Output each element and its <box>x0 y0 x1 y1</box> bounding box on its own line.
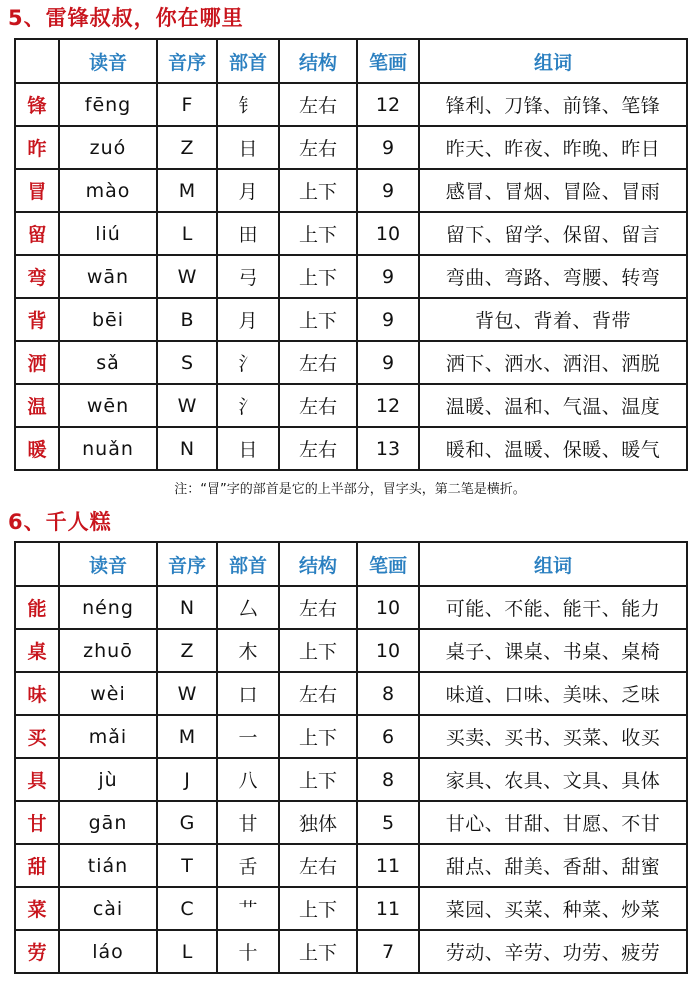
character-table <box>14 38 688 471</box>
radical-cell: 木 <box>217 629 279 672</box>
table-row <box>15 255 687 298</box>
header-character <box>15 542 59 586</box>
header-words: 组词 <box>419 542 687 586</box>
pinyin-cell: tián <box>59 844 157 887</box>
initial-cell: W <box>157 384 217 427</box>
words-cell: 菜园、买菜、种菜、炒菜 <box>419 887 687 930</box>
strokes-cell: 11 <box>357 844 419 887</box>
radical-cell: 日 <box>217 126 279 169</box>
initial-cell: N <box>157 586 217 629</box>
pinyin-cell: wēn <box>59 384 157 427</box>
strokes-cell: 13 <box>357 427 419 470</box>
header-strokes: 笔画 <box>357 39 419 83</box>
character-cell: 暖 <box>15 427 59 470</box>
pinyin-cell: nuǎn <box>59 427 157 470</box>
pinyin-cell: cài <box>59 887 157 930</box>
table-row <box>15 844 687 887</box>
radical-cell: 一 <box>217 715 279 758</box>
structure-cell: 左右 <box>279 672 357 715</box>
pinyin-cell: wèi <box>59 672 157 715</box>
table-row <box>15 887 687 930</box>
words-cell: 暖和、温暖、保暖、暖气 <box>419 427 687 470</box>
character-cell: 劳 <box>15 930 59 973</box>
radical-cell: 月 <box>217 298 279 341</box>
structure-cell: 上下 <box>279 169 357 212</box>
words-cell: 留下、留学、保留、留言 <box>419 212 687 255</box>
structure-cell: 上下 <box>279 298 357 341</box>
radical-cell: 日 <box>217 427 279 470</box>
strokes-cell: 9 <box>357 341 419 384</box>
table-row <box>15 169 687 212</box>
character-cell: 锋 <box>15 83 59 126</box>
strokes-cell: 10 <box>357 629 419 672</box>
table-row <box>15 298 687 341</box>
header-words: 组词 <box>419 39 687 83</box>
structure-cell: 左右 <box>279 126 357 169</box>
pinyin-cell: fēng <box>59 83 157 126</box>
structure-cell: 上下 <box>279 255 357 298</box>
radical-cell: 八 <box>217 758 279 801</box>
character-cell: 背 <box>15 298 59 341</box>
strokes-cell: 6 <box>357 715 419 758</box>
radical-cell: 弓 <box>217 255 279 298</box>
header-pinyin: 读音 <box>59 39 157 83</box>
strokes-cell: 8 <box>357 758 419 801</box>
character-table <box>14 541 688 974</box>
initial-cell: M <box>157 169 217 212</box>
strokes-cell: 10 <box>357 586 419 629</box>
strokes-cell: 8 <box>357 672 419 715</box>
structure-cell: 上下 <box>279 930 357 973</box>
initial-cell: G <box>157 801 217 844</box>
words-cell: 家具、农具、文具、具体 <box>419 758 687 801</box>
initial-cell: M <box>157 715 217 758</box>
words-cell: 味道、口味、美味、乏味 <box>419 672 687 715</box>
pinyin-cell: liú <box>59 212 157 255</box>
pinyin-cell: wān <box>59 255 157 298</box>
structure-cell: 左右 <box>279 341 357 384</box>
radical-cell: 舌 <box>217 844 279 887</box>
words-cell: 甘心、甘甜、甘愿、不甘 <box>419 801 687 844</box>
initial-cell: S <box>157 341 217 384</box>
structure-cell: 左右 <box>279 427 357 470</box>
strokes-cell: 9 <box>357 298 419 341</box>
initial-cell: C <box>157 887 217 930</box>
initial-cell: W <box>157 255 217 298</box>
structure-cell: 上下 <box>279 212 357 255</box>
strokes-cell: 5 <box>357 801 419 844</box>
initial-cell: J <box>157 758 217 801</box>
words-cell: 劳动、辛劳、功劳、疲劳 <box>419 930 687 973</box>
words-cell: 背包、背着、背带 <box>419 298 687 341</box>
character-cell: 留 <box>15 212 59 255</box>
structure-cell: 左右 <box>279 384 357 427</box>
character-cell: 洒 <box>15 341 59 384</box>
initial-cell: Z <box>157 629 217 672</box>
strokes-cell: 12 <box>357 83 419 126</box>
words-cell: 锋利、刀锋、前锋、笔锋 <box>419 83 687 126</box>
header-row <box>15 39 687 83</box>
section-title: 5、雷锋叔叔，你在哪里 <box>8 6 244 30</box>
strokes-cell: 10 <box>357 212 419 255</box>
header-pinyin: 读音 <box>59 542 157 586</box>
radical-cell: 田 <box>217 212 279 255</box>
radical-cell: 甘 <box>217 801 279 844</box>
strokes-cell: 11 <box>357 887 419 930</box>
table-row <box>15 341 687 384</box>
words-cell: 昨天、昨夜、昨晚、昨日 <box>419 126 687 169</box>
strokes-cell: 9 <box>357 169 419 212</box>
character-cell: 能 <box>15 586 59 629</box>
character-cell: 桌 <box>15 629 59 672</box>
initial-cell: B <box>157 298 217 341</box>
table-row <box>15 758 687 801</box>
character-cell: 温 <box>15 384 59 427</box>
structure-cell: 上下 <box>279 758 357 801</box>
header-initial: 音序 <box>157 39 217 83</box>
initial-cell: L <box>157 212 217 255</box>
structure-cell: 上下 <box>279 887 357 930</box>
section-title: 6、千人糕 <box>8 510 112 534</box>
header-strokes: 笔画 <box>357 542 419 586</box>
structure-cell: 独体 <box>279 801 357 844</box>
character-cell: 买 <box>15 715 59 758</box>
pinyin-cell: láo <box>59 930 157 973</box>
table-row <box>15 126 687 169</box>
words-cell: 桌子、课桌、书桌、桌椅 <box>419 629 687 672</box>
character-cell: 菜 <box>15 887 59 930</box>
pinyin-cell: jù <box>59 758 157 801</box>
words-cell: 感冒、冒烟、冒险、冒雨 <box>419 169 687 212</box>
initial-cell: N <box>157 427 217 470</box>
character-cell: 味 <box>15 672 59 715</box>
words-cell: 温暖、温和、气温、温度 <box>419 384 687 427</box>
table-row <box>15 212 687 255</box>
structure-cell: 上下 <box>279 715 357 758</box>
pinyin-cell: zhuō <box>59 629 157 672</box>
character-cell: 甘 <box>15 801 59 844</box>
strokes-cell: 7 <box>357 930 419 973</box>
header-radical: 部首 <box>217 39 279 83</box>
radical-cell: 月 <box>217 169 279 212</box>
initial-cell: L <box>157 930 217 973</box>
words-cell: 甜点、甜美、香甜、甜蜜 <box>419 844 687 887</box>
initial-cell: Z <box>157 126 217 169</box>
radical-cell: 氵 <box>217 341 279 384</box>
table-row <box>15 672 687 715</box>
header-initial: 音序 <box>157 542 217 586</box>
structure-cell: 左右 <box>279 83 357 126</box>
table-row <box>15 715 687 758</box>
table-row <box>15 586 687 629</box>
character-cell: 弯 <box>15 255 59 298</box>
character-cell: 具 <box>15 758 59 801</box>
structure-cell: 左右 <box>279 844 357 887</box>
table-row <box>15 83 687 126</box>
radical-cell: 厶 <box>217 586 279 629</box>
initial-cell: F <box>157 83 217 126</box>
table-row <box>15 629 687 672</box>
strokes-cell: 9 <box>357 126 419 169</box>
radical-cell: 十 <box>217 930 279 973</box>
header-row <box>15 542 687 586</box>
radical-cell: 口 <box>217 672 279 715</box>
pinyin-cell: bēi <box>59 298 157 341</box>
words-cell: 买卖、买书、买菜、收买 <box>419 715 687 758</box>
table-row <box>15 427 687 470</box>
words-cell: 可能、不能、能干、能力 <box>419 586 687 629</box>
header-structure: 结构 <box>279 39 357 83</box>
header-radical: 部首 <box>217 542 279 586</box>
strokes-cell: 12 <box>357 384 419 427</box>
table-row <box>15 930 687 973</box>
table-row <box>15 384 687 427</box>
radical-cell: 钅 <box>217 83 279 126</box>
radical-cell: 艹 <box>217 887 279 930</box>
structure-cell: 左右 <box>279 586 357 629</box>
character-cell: 甜 <box>15 844 59 887</box>
table-row <box>15 801 687 844</box>
header-character <box>15 39 59 83</box>
initial-cell: W <box>157 672 217 715</box>
words-cell: 弯曲、弯路、弯腰、转弯 <box>419 255 687 298</box>
header-structure: 结构 <box>279 542 357 586</box>
initial-cell: T <box>157 844 217 887</box>
words-cell: 洒下、洒水、洒泪、洒脱 <box>419 341 687 384</box>
pinyin-cell: gān <box>59 801 157 844</box>
pinyin-cell: sǎ <box>59 341 157 384</box>
pinyin-cell: zuó <box>59 126 157 169</box>
note-text: 注：“冒”字的部首是它的上半部分，冒字头，第二笔是横折。 <box>174 482 526 497</box>
radical-cell: 氵 <box>217 384 279 427</box>
pinyin-cell: mǎi <box>59 715 157 758</box>
structure-cell: 上下 <box>279 629 357 672</box>
strokes-cell: 9 <box>357 255 419 298</box>
pinyin-cell: mào <box>59 169 157 212</box>
character-cell: 昨 <box>15 126 59 169</box>
pinyin-cell: néng <box>59 586 157 629</box>
character-cell: 冒 <box>15 169 59 212</box>
